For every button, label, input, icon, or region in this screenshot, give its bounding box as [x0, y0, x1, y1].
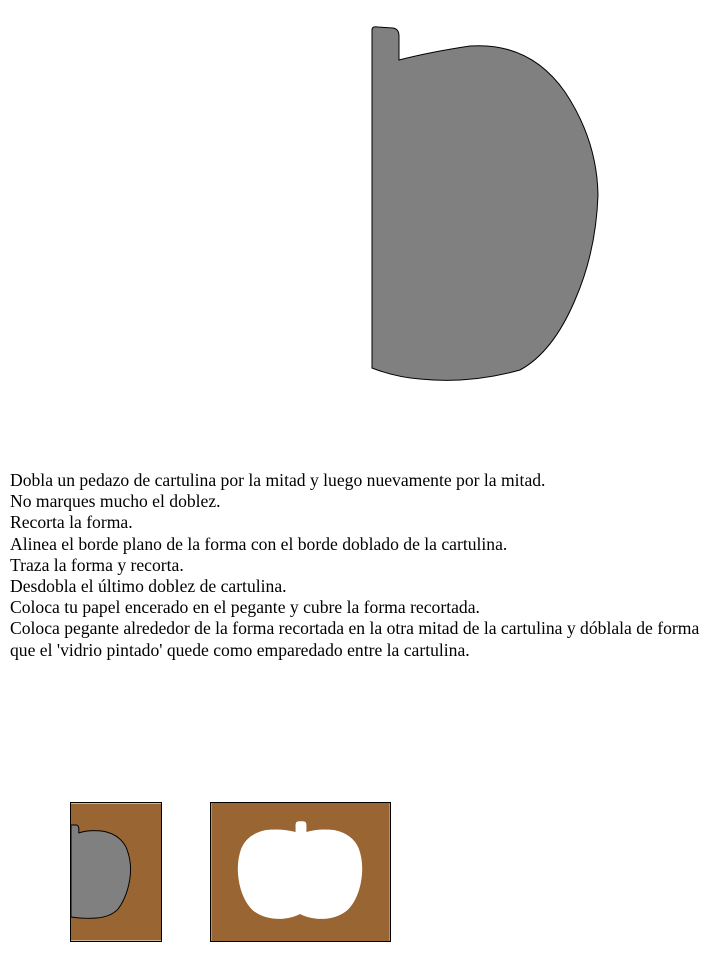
instruction-step-6: Desdobla el último doblez de cartulina.	[10, 576, 287, 597]
folded-cardboard-illustration	[70, 802, 162, 942]
instructions-list	[10, 470, 710, 661]
folded-cardboard-drawing	[71, 803, 161, 941]
instruction-step-8: Coloca pegante alrededor de la forma recortada en la otra mitad de la cartulina y dóblala de forma que el 'vidrio pintado' quede como emparedado entre la cartulina.	[10, 618, 700, 660]
instruction-step-7: Coloca tu papel encerado en el pegante y cubre la forma recortada.	[10, 597, 480, 618]
instruction-step-3: Recorta la forma.	[10, 512, 133, 533]
apple-cutout	[238, 822, 361, 919]
instruction-step-4: Alinea el borde plano de la forma con el borde doblado de la cartulina.	[10, 533, 508, 554]
half-apple-shape	[372, 27, 598, 381]
instruction-step-1: Dobla un pedazo de cartulina por la mitad y luego nuevamente por la mitad.	[10, 470, 546, 490]
instruction-step-2: No marques mucho el doblez.	[10, 491, 221, 512]
half-apple-pattern	[360, 20, 610, 390]
opened-cardboard-drawing	[211, 803, 390, 941]
opened-cardboard-illustration	[210, 802, 391, 942]
instruction-step-5: Traza la forma y recorta.	[10, 554, 184, 575]
